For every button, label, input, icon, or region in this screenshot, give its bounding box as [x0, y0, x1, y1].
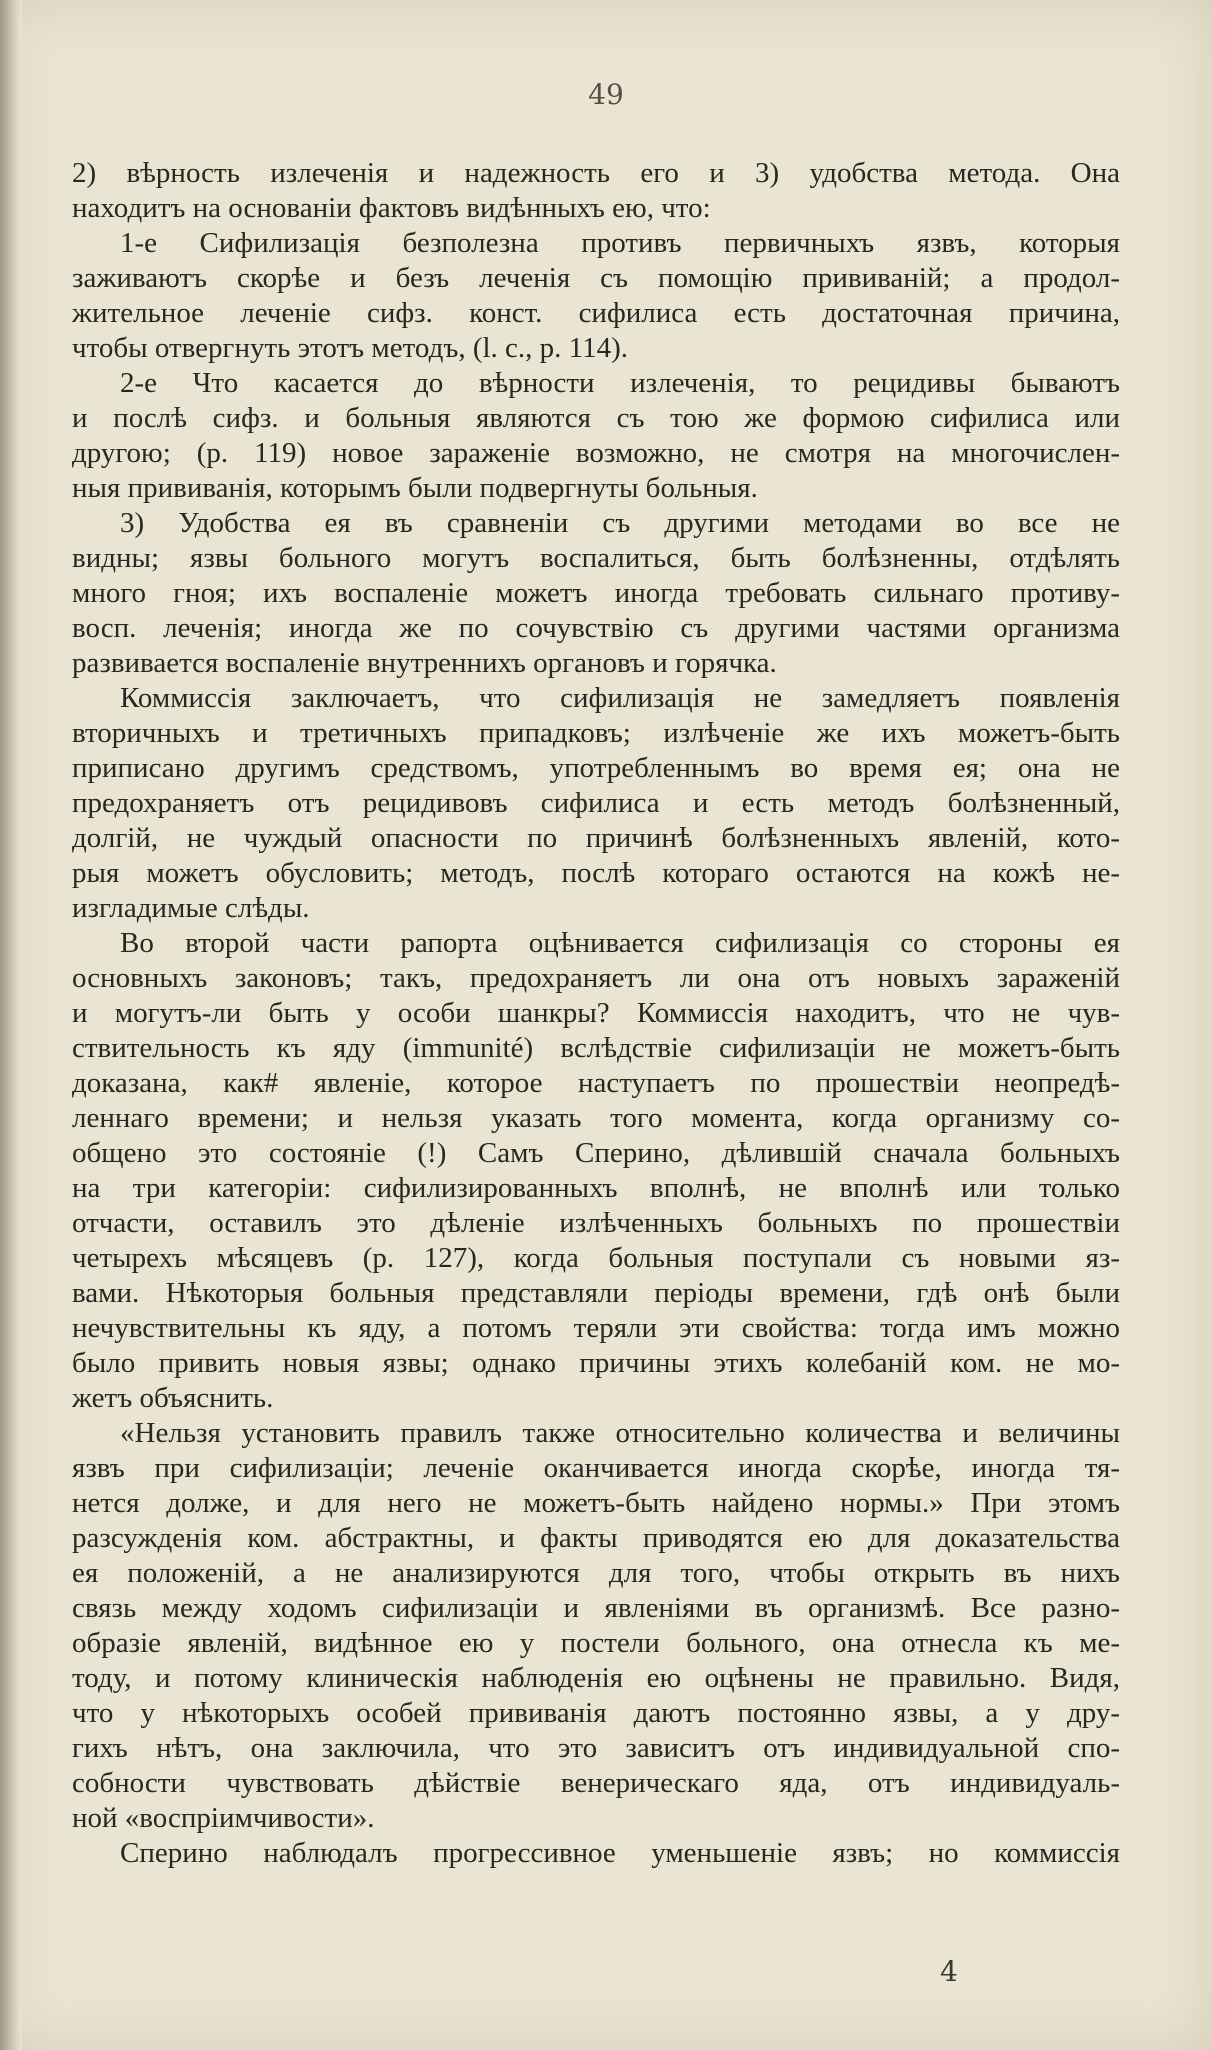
- text-line: «Нельзя установить правилъ также относительно количества и величины: [120, 1417, 1120, 1449]
- text-line: находитъ на основаніи фактовъ видѣнныхъ ею, что:: [72, 192, 711, 224]
- text-line: нечувствительны къ яду, а потомъ теряли эти свойства: тогда имъ можно: [72, 1312, 1120, 1344]
- text-line: четырехъ мѣсяцевъ (р. 127), когда больныя поступали съ новыми яз-: [72, 1242, 1120, 1274]
- page-gutter-shadow: [0, 0, 22, 2050]
- text-line: чтобы отвергнуть этотъ методъ, (l. с., р. 114).: [72, 332, 628, 364]
- body-text: [72, 156, 1120, 1871]
- text-line: другою; (р. 119) новое зараженіе возможно, не смотря на многочислен-: [72, 437, 1120, 469]
- text-line: видны; язвы больного могутъ воспалиться, быть болѣзненны, отдѣлять: [72, 542, 1120, 574]
- text-line: отчасти, оставилъ это дѣленіе излѣченныхъ больныхъ по прошествіи: [72, 1207, 1120, 1239]
- text-line: язвъ при сифилизаціи; леченіе оканчивается иногда скорѣе, иногда тя-: [72, 1452, 1120, 1484]
- text-line: собности чувствовать дѣйствіе венерическаго яда, отъ индивидуаль-: [72, 1767, 1120, 1799]
- paragraph-5: [72, 681, 1120, 926]
- text-line: 1-е Сифилизація безполезна противъ первичныхъ язвъ, которыя: [120, 227, 1120, 259]
- text-line: доказана, как# явленіе, которое наступаетъ по прошествіи неопредѣ-: [72, 1067, 1120, 1099]
- text-line: 2) вѣрность излеченія и надежность его и 3) удобства метода. Она: [72, 157, 1120, 189]
- text-line: заживаютъ скорѣе и безъ леченія съ помощію прививаній; а продол-: [72, 262, 1120, 294]
- text-line: общено это состояніе (!) Самъ Сперино, дѣлившій сначала больныхъ: [72, 1137, 1120, 1169]
- text-line: рыя можетъ обусловить; методъ, послѣ котораго остаются на кожѣ не-: [72, 857, 1120, 889]
- text-line: предохраняетъ отъ рецидивовъ сифилиса и есть методъ болѣзненный,: [72, 787, 1120, 819]
- text-line: 2-е Что касается до вѣрности излеченія, то рецидивы бываютъ: [120, 367, 1120, 399]
- text-line: вами. Нѣкоторыя больныя представляли періоды времени, гдѣ онѣ были: [72, 1277, 1120, 1309]
- text-line: образіе явленій, видѣнное ею у постели больного, она отнесла къ ме-: [72, 1627, 1120, 1659]
- text-line: вторичныхъ и третичныхъ припадковъ; излѣченіе же ихъ можетъ-быть: [72, 717, 1120, 749]
- text-line: ствительность къ яду (immunité) вслѣдствіе сифилизаціи не можетъ-быть: [72, 1032, 1120, 1064]
- paragraph-3: [72, 366, 1120, 506]
- text-line: изгладимые слѣды.: [72, 892, 310, 924]
- text-line: 3) Удобства ея въ сравненіи съ другими методами во все не: [120, 507, 1120, 539]
- signature-mark: 4: [940, 1955, 958, 1988]
- text-line: жительное леченіе сифз. конст. сифилиса есть достаточная причина,: [72, 297, 1120, 329]
- text-line: ея положеній, а не анализируются для того, чтобы открыть въ нихъ: [72, 1557, 1120, 1589]
- text-line: связь между ходомъ сифилизаціи и явленіями въ организмѣ. Все разно-: [72, 1592, 1120, 1624]
- text-line: восп. леченія; иногда же по сочувствію съ другими частями организма: [72, 612, 1120, 644]
- text-line: долгій, не чуждый опасности по причинѣ болѣзненныхъ явленій, кото-: [72, 822, 1120, 854]
- text-line: гихъ нѣтъ, она заключила, что это зависитъ отъ индивидуальной спо-: [72, 1732, 1120, 1764]
- paragraph-1: [72, 156, 1120, 226]
- paragraph-6: [72, 926, 1120, 1416]
- text-line: тоду, и потому клиническія наблюденія ею оцѣнены не правильно. Видя,: [72, 1662, 1120, 1694]
- text-line: много гноя; ихъ воспаленіе можетъ иногда требовать сильнаго противу-: [72, 577, 1120, 609]
- text-line: ной «воспріимчивости».: [72, 1802, 375, 1834]
- text-line: леннаго времени; и нельзя указать того момента, когда организму со-: [72, 1102, 1120, 1134]
- text-line: приписано другимъ средствомъ, употребленнымъ во время ея; она не: [72, 752, 1120, 784]
- text-line: развивается воспаленіе внутреннихъ органовъ и горячка.: [72, 647, 777, 679]
- text-line: и могутъ-ли быть у особи шанкры? Коммиссія находитъ, что не чув-: [72, 997, 1120, 1029]
- text-line: нется долже, и для него не можетъ-быть найдено нормы.» При этомъ: [72, 1487, 1120, 1519]
- paragraph-7: [72, 1416, 1120, 1836]
- text-line: ныя прививанія, которымъ были подвергнуты больныя.: [72, 472, 758, 504]
- text-line: жетъ объяснить.: [72, 1382, 274, 1414]
- text-line: разсужденія ком. абстрактны, и факты приводятся ею для доказательства: [72, 1522, 1120, 1554]
- text-line: Коммиссія заключаетъ, что сифилизація не замедляетъ появленія: [120, 682, 1120, 714]
- text-line: Сперино наблюдалъ прогрессивное уменьшеніе язвъ; но коммиссія: [120, 1837, 1120, 1869]
- page-number: 49: [588, 78, 624, 111]
- paragraph-4: [72, 506, 1120, 681]
- text-line: на три категоріи: сифилизированныхъ вполнѣ, не вполнѣ или только: [72, 1172, 1120, 1204]
- paragraph-8: [72, 1836, 1120, 1871]
- text-line: было привить новыя язвы; однако причины этихъ колебаній ком. не мо-: [72, 1347, 1120, 1379]
- text-line: основныхъ законовъ; такъ, предохраняетъ ли она отъ новыхъ зараженій: [72, 962, 1120, 994]
- text-line: что у нѣкоторыхъ особей прививанія даютъ постоянно язвы, а у дру-: [72, 1697, 1120, 1729]
- text-line: Во второй части рапорта оцѣнивается сифилизація со стороны ея: [120, 927, 1120, 959]
- text-line: и послѣ сифз. и больныя являются съ тою же формою сифилиса или: [72, 402, 1120, 434]
- paragraph-2: [72, 226, 1120, 366]
